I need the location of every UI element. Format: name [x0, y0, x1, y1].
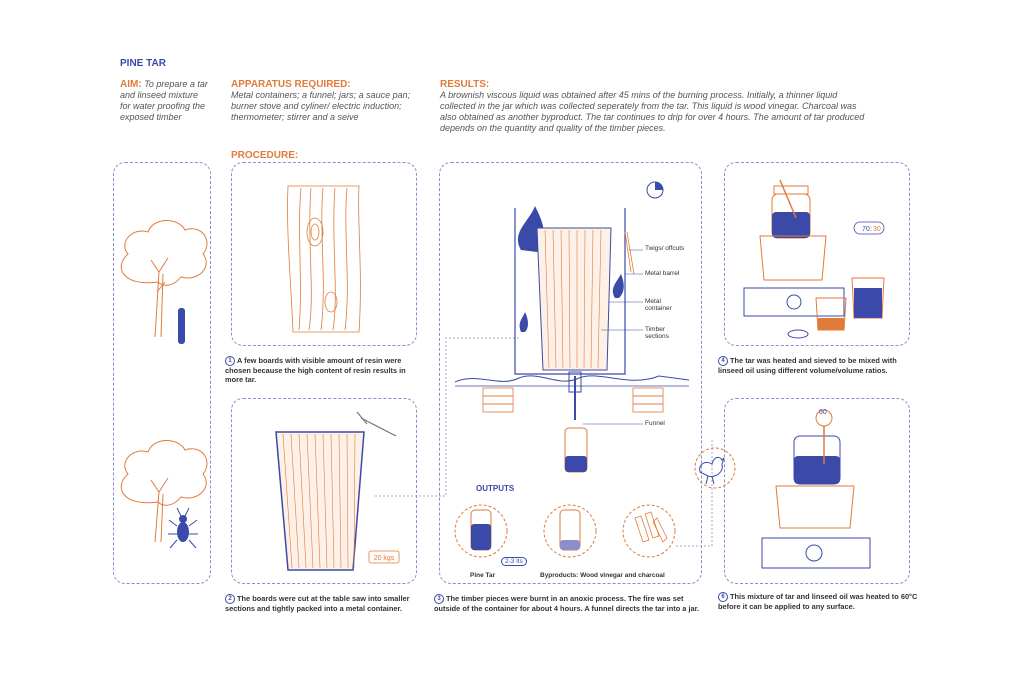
byproducts-label: Byproducts: Wood vinegar and charcoal	[540, 572, 665, 579]
results-heading: RESULTS:	[440, 79, 490, 90]
step4-caption	[718, 356, 918, 375]
label-timber: Timber sections	[645, 326, 669, 340]
step1-text: A few boards with visible amount of resin were chosen because the high content of resin results in more tar.	[225, 356, 406, 385]
kiln-illustration	[439, 162, 702, 584]
step4-text: The tar was heated and sieved to be mixed with linseed oil using different volume/volume ratios.	[718, 356, 897, 376]
page-title: PINE TAR	[120, 58, 166, 69]
label-barrel: Metal barrel	[645, 270, 680, 277]
apparatus-text: Metal containers; a funnel; jars; a sauce pan; burner stove and cyliner/ electric induction; thermometer; stirrer and a seive	[231, 90, 411, 122]
aim-text: To prepare a tar and linseed mixture for water proofing the exposed timber	[120, 79, 208, 122]
ratio-b: 30	[873, 226, 881, 233]
label-twigs: Twigs/ offcuts	[645, 245, 685, 252]
procedure-heading: PROCEDURE:	[231, 150, 299, 161]
heating-sieving-illustration	[724, 162, 910, 346]
pine-tar-label: Pine Tar	[470, 572, 496, 579]
step3-caption	[434, 594, 704, 613]
step2-number: 2	[225, 594, 235, 604]
ratio-separator: :	[870, 226, 872, 233]
step6-number: 6	[718, 592, 728, 602]
step6-caption	[718, 592, 918, 611]
volume-badge: 2-3 lts	[501, 557, 527, 566]
outputs-heading: OUTPUTS	[476, 484, 515, 493]
results-text: A brownish viscous liquid was obtained after 45 mins of the burning process. Initially, a thinner liquid collected in the jar which was collected seperately from the tar. This liquid is wood vinegar. Charcoal was also obtained as another byproduct. The tar continues to drip for over 4 hours. The amount of tar produced depends on the quantity and quality of the timber pieces.	[440, 90, 865, 133]
clock-icon	[647, 182, 663, 198]
step2-text: The boards were cut at the table saw into smaller sections and tightly packed into a metal container.	[225, 594, 410, 614]
step1-number: 1	[225, 356, 235, 366]
step6-text: This mixture of tar and linseed oil was heated to 60°C before it can be applied to any surface.	[718, 592, 918, 612]
aim-heading: AIM:	[120, 79, 142, 90]
temperature-label: 60	[819, 409, 827, 416]
apparatus-heading: APPARATUS REQUIRED:	[231, 79, 351, 90]
step3-text: The timber pieces were burnt in an anoxic process. The fire was set outside of the container for about 4 hours. A funnel directs the tar into a jar.	[434, 594, 700, 614]
label-funnel: Funnel	[645, 420, 665, 427]
step4-number: 4	[718, 356, 728, 366]
ratio-a: 70	[862, 226, 870, 233]
mixture-heating-illustration	[724, 398, 910, 584]
label-container: Metal container	[645, 298, 672, 312]
step3-number: 3	[434, 594, 444, 604]
weight-label: 20 kgs	[373, 555, 395, 562]
